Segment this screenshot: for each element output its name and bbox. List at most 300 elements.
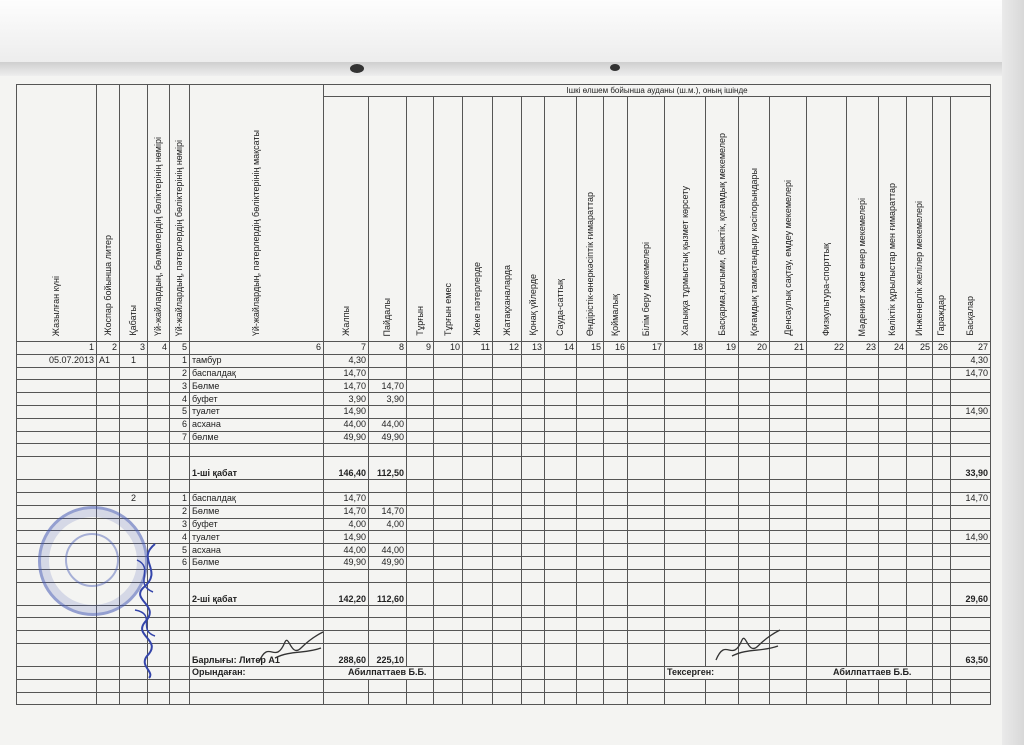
other-area-cell [951, 556, 991, 569]
empty-cell [739, 582, 770, 605]
column-number: 8 [369, 342, 407, 355]
column-number: 26 [933, 342, 951, 355]
empty-cell [628, 518, 665, 531]
empty-cell [170, 679, 190, 692]
column-header-label: Білім беру мекемелері [640, 241, 651, 336]
empty-cell [628, 618, 665, 631]
empty-cell [434, 605, 463, 618]
empty-cell [933, 444, 951, 457]
empty-cell [907, 556, 933, 569]
date-cell [17, 631, 97, 644]
empty-cell [807, 631, 847, 644]
floor-cell [120, 405, 148, 418]
empty-cell [706, 380, 739, 393]
date-cell [17, 405, 97, 418]
column-number: 21 [770, 342, 807, 355]
room-number-cell: 7 [170, 431, 190, 444]
empty-cell [665, 631, 706, 644]
empty-cell [522, 418, 545, 431]
table-row [17, 480, 991, 493]
empty-cell [933, 505, 951, 518]
scan-top-edge [0, 0, 1024, 70]
empty-cell [706, 679, 739, 692]
empty-cell [770, 492, 807, 505]
table-row [17, 431, 991, 444]
empty-cell [847, 480, 879, 493]
total-area-cell: 146,40 [324, 457, 369, 480]
empty-cell [434, 405, 463, 418]
floor-cell [120, 367, 148, 380]
column-number: 17 [628, 342, 665, 355]
empty-cell [665, 692, 706, 705]
other-area-cell: 29,60 [951, 582, 991, 605]
empty-cell [604, 418, 628, 431]
column-header-label: Тұрғын емес [442, 283, 453, 336]
empty-cell [577, 367, 604, 380]
table-row [17, 444, 991, 457]
column-number: 27 [951, 342, 991, 355]
empty-cell [739, 354, 770, 367]
empty-cell [434, 367, 463, 380]
empty-cell [434, 518, 463, 531]
empty-cell [628, 556, 665, 569]
total-area-cell: 14,90 [324, 531, 369, 544]
empty-cell [739, 556, 770, 569]
empty-cell [706, 431, 739, 444]
column-number: 1 [17, 342, 97, 355]
empty-cell [907, 618, 933, 631]
column-number: 9 [407, 342, 434, 355]
total-area-cell: 14,70 [324, 380, 369, 393]
empty-cell [907, 393, 933, 406]
liter-cell [97, 405, 120, 418]
empty-cell [770, 457, 807, 480]
empty-cell [628, 692, 665, 705]
empty-cell [434, 582, 463, 605]
empty-cell [847, 518, 879, 531]
empty-cell [770, 354, 807, 367]
empty-cell [170, 692, 190, 705]
column-header [739, 97, 770, 342]
other-area-cell [951, 505, 991, 518]
useful-area-cell [369, 618, 407, 631]
liter-cell: А1 [97, 354, 120, 367]
total-area-cell: 49,90 [324, 431, 369, 444]
empty-cell [522, 679, 545, 692]
column-header-label: Пайдалы [382, 297, 392, 336]
column-number: 16 [604, 342, 628, 355]
empty-cell [577, 492, 604, 505]
column-header [148, 85, 170, 342]
empty-cell [706, 605, 739, 618]
empty-cell [604, 505, 628, 518]
empty-cell [545, 618, 577, 631]
column-number: 18 [665, 342, 706, 355]
column-number: 6 [190, 342, 324, 355]
purpose-cell: буфет [190, 518, 324, 531]
empty-cell [545, 692, 577, 705]
total-area-cell: 14,70 [324, 367, 369, 380]
empty-cell [407, 582, 434, 605]
empty-cell [545, 666, 577, 679]
empty-cell [628, 431, 665, 444]
date-cell [17, 480, 97, 493]
empty-cell [522, 380, 545, 393]
empty-cell [493, 492, 522, 505]
empty-cell [739, 544, 770, 557]
purpose-cell: тамбур [190, 354, 324, 367]
empty-cell [407, 393, 434, 406]
empty-cell [434, 531, 463, 544]
empty-cell [545, 679, 577, 692]
purpose-cell [190, 569, 324, 582]
empty-cell [434, 692, 463, 705]
empty-cell [434, 354, 463, 367]
empty-cell [628, 444, 665, 457]
empty-cell [665, 431, 706, 444]
other-area-cell: 14,70 [951, 367, 991, 380]
empty-cell [120, 679, 148, 692]
empty-cell [879, 431, 907, 444]
empty-cell [770, 393, 807, 406]
empty-cell [493, 679, 522, 692]
binder-hole-icon [350, 64, 364, 73]
empty-cell [522, 492, 545, 505]
empty-cell [907, 367, 933, 380]
other-area-cell [951, 444, 991, 457]
column-header [170, 85, 190, 342]
empty-cell [463, 380, 493, 393]
empty-cell [951, 666, 991, 679]
empty-cell [628, 679, 665, 692]
table-row [17, 367, 991, 380]
empty-cell [577, 544, 604, 557]
useful-area-cell: 225,10 [369, 643, 407, 666]
table-row [17, 457, 991, 480]
empty-cell [847, 354, 879, 367]
empty-cell [907, 457, 933, 480]
empty-cell [522, 457, 545, 480]
checker-signature-icon [712, 626, 782, 666]
empty-cell [577, 505, 604, 518]
empty-cell [522, 643, 545, 666]
empty-cell [807, 569, 847, 582]
empty-cell [434, 505, 463, 518]
other-area-cell [951, 431, 991, 444]
empty-cell [770, 405, 807, 418]
empty-cell [522, 631, 545, 644]
column-number: 24 [879, 342, 907, 355]
binder-hole-icon [610, 64, 620, 71]
empty-cell [17, 679, 97, 692]
empty-cell [879, 518, 907, 531]
empty-cell [545, 544, 577, 557]
empty-cell [604, 380, 628, 393]
empty-cell [879, 480, 907, 493]
empty-cell [739, 480, 770, 493]
empty-cell [407, 505, 434, 518]
empty-cell [463, 666, 493, 679]
empty-cell [190, 692, 324, 705]
empty-cell [739, 692, 770, 705]
column-header [933, 97, 951, 342]
empty-cell [604, 518, 628, 531]
column-header-label: Мәдениет және өнер мекемелері [857, 197, 867, 336]
floor-cell [120, 444, 148, 457]
empty-cell [807, 556, 847, 569]
other-area-cell: 14,90 [951, 531, 991, 544]
empty-cell [706, 505, 739, 518]
empty-cell [847, 692, 879, 705]
performer-signature-icon [255, 628, 325, 668]
column-header-label: Жалпы [340, 305, 351, 336]
liter-cell [97, 492, 120, 505]
column-number: 4 [148, 342, 170, 355]
empty-cell [847, 444, 879, 457]
empty-cell [407, 618, 434, 631]
empty-cell [739, 666, 770, 679]
empty-cell [665, 457, 706, 480]
empty-cell [493, 605, 522, 618]
empty-cell [97, 692, 120, 705]
empty-cell [522, 405, 545, 418]
empty-cell [463, 418, 493, 431]
useful-area-cell: 44,00 [369, 418, 407, 431]
other-area-cell [951, 518, 991, 531]
empty-cell [933, 556, 951, 569]
useful-area-cell: 14,70 [369, 505, 407, 518]
empty-cell [522, 531, 545, 544]
empty-cell [463, 367, 493, 380]
purpose-cell: асхана [190, 544, 324, 557]
empty-cell [628, 492, 665, 505]
empty-cell [545, 354, 577, 367]
empty-cell [807, 457, 847, 480]
empty-cell [604, 666, 628, 679]
empty-cell [577, 380, 604, 393]
empty-cell [706, 480, 739, 493]
useful-area-cell [369, 492, 407, 505]
empty-cell [847, 457, 879, 480]
empty-cell [434, 631, 463, 644]
empty-cell [463, 605, 493, 618]
empty-cell [665, 569, 706, 582]
empty-cell [434, 393, 463, 406]
table-row [17, 492, 991, 505]
empty-cell [17, 666, 97, 679]
empty-cell [706, 544, 739, 557]
column-header-label: Жатақханаларда [501, 265, 512, 336]
other-area-cell: 14,70 [951, 492, 991, 505]
date-cell [17, 492, 97, 505]
empty-cell [665, 480, 706, 493]
empty-cell [604, 556, 628, 569]
empty-cell [847, 569, 879, 582]
empty-cell [463, 692, 493, 705]
useful-area-cell: 112,50 [369, 457, 407, 480]
empty-cell [907, 480, 933, 493]
empty-cell [879, 569, 907, 582]
empty-cell [739, 531, 770, 544]
empty-cell [807, 505, 847, 518]
empty-cell [907, 605, 933, 618]
empty-cell [522, 518, 545, 531]
column-header-label: Жазылған күні [51, 275, 61, 336]
total-area-cell: 3,90 [324, 393, 369, 406]
empty-cell [907, 405, 933, 418]
empty-cell [545, 444, 577, 457]
liter-cell [97, 431, 120, 444]
total-area-cell: 44,00 [324, 418, 369, 431]
empty-cell [739, 367, 770, 380]
floor-cell [120, 380, 148, 393]
purpose-cell: 2-ші қабат [190, 582, 324, 605]
empty-cell [879, 444, 907, 457]
column-header [190, 85, 324, 342]
room-number-cell [170, 444, 190, 457]
empty-cell [907, 692, 933, 705]
empty-cell [907, 431, 933, 444]
empty-cell [407, 444, 434, 457]
empty-cell [463, 492, 493, 505]
column-header [951, 97, 991, 342]
empty-cell [407, 692, 434, 705]
empty-cell [434, 480, 463, 493]
table-row [17, 692, 991, 705]
empty-cell [739, 431, 770, 444]
empty-cell [807, 618, 847, 631]
empty-cell [628, 531, 665, 544]
empty-cell [493, 643, 522, 666]
date-cell [17, 393, 97, 406]
room-number-cell: 2 [170, 367, 190, 380]
empty-cell [493, 666, 522, 679]
useful-area-cell [369, 531, 407, 544]
floor-cell [120, 393, 148, 406]
column-number: 22 [807, 342, 847, 355]
column-header [120, 85, 148, 342]
empty-cell [907, 544, 933, 557]
total-area-cell [324, 569, 369, 582]
column-header [434, 97, 463, 342]
purpose-cell: буфет [190, 393, 324, 406]
empty-cell [879, 505, 907, 518]
empty-cell [739, 605, 770, 618]
empty-cell [628, 505, 665, 518]
empty-cell [577, 666, 604, 679]
total-area-cell: 4,00 [324, 518, 369, 531]
empty-cell [907, 354, 933, 367]
column-number: 14 [545, 342, 577, 355]
floor-cell [120, 418, 148, 431]
empty-cell [545, 582, 577, 605]
empty-cell [120, 692, 148, 705]
empty-cell [933, 405, 951, 418]
purpose-cell [190, 480, 324, 493]
empty-cell [463, 505, 493, 518]
empty-cell [407, 492, 434, 505]
empty-cell [933, 431, 951, 444]
empty-cell [493, 531, 522, 544]
empty-cell [148, 480, 170, 493]
empty-cell [463, 405, 493, 418]
room-number-cell: 5 [170, 544, 190, 557]
empty-cell [933, 569, 951, 582]
empty-cell [951, 679, 991, 692]
empty-cell [628, 582, 665, 605]
empty-cell [879, 380, 907, 393]
empty-cell [770, 569, 807, 582]
column-header [407, 97, 434, 342]
empty-cell [933, 418, 951, 431]
empty-cell [545, 418, 577, 431]
empty-cell [706, 367, 739, 380]
empty-cell [628, 544, 665, 557]
empty-cell [522, 556, 545, 569]
performed-label: Орындаған: [190, 666, 324, 679]
total-area-cell: 14,70 [324, 492, 369, 505]
empty-cell [770, 380, 807, 393]
date-cell [17, 431, 97, 444]
empty-cell [324, 692, 369, 705]
empty-cell [434, 643, 463, 666]
empty-cell [907, 679, 933, 692]
empty-cell [807, 367, 847, 380]
empty-cell [434, 431, 463, 444]
empty-cell [847, 631, 879, 644]
total-area-cell: 288,60 [324, 643, 369, 666]
empty-cell [907, 380, 933, 393]
empty-cell [407, 679, 434, 692]
empty-cell [665, 643, 706, 666]
empty-cell [407, 556, 434, 569]
checked-name: Абилпаттаев Б.Б. [807, 666, 933, 679]
empty-cell [933, 457, 951, 480]
useful-area-cell: 44,00 [369, 544, 407, 557]
empty-cell [493, 393, 522, 406]
empty-cell [665, 444, 706, 457]
area-group-title: Ішкі өлшем бойынша ауданы (ш.м.), оның ішінде [324, 85, 991, 97]
empty-cell [807, 531, 847, 544]
empty-cell [706, 354, 739, 367]
empty-cell [148, 505, 170, 518]
other-area-cell: 63,50 [951, 643, 991, 666]
empty-cell [847, 679, 879, 692]
purpose-cell [190, 444, 324, 457]
empty-cell [907, 569, 933, 582]
empty-cell [493, 582, 522, 605]
empty-cell [770, 444, 807, 457]
empty-cell [522, 431, 545, 444]
empty-cell [879, 418, 907, 431]
empty-cell [739, 444, 770, 457]
performed-name: Абилпаттаев Б.Б. [324, 666, 434, 679]
empty-cell [933, 367, 951, 380]
empty-cell [148, 367, 170, 380]
empty-cell [577, 418, 604, 431]
empty-cell [522, 544, 545, 557]
column-header-label: Басқалар [965, 296, 976, 336]
total-area-cell [324, 605, 369, 618]
empty-cell [604, 582, 628, 605]
empty-cell [739, 380, 770, 393]
empty-cell [807, 418, 847, 431]
empty-cell [148, 692, 170, 705]
empty-cell [706, 531, 739, 544]
column-header [17, 85, 97, 342]
other-area-cell [951, 393, 991, 406]
empty-cell [907, 531, 933, 544]
